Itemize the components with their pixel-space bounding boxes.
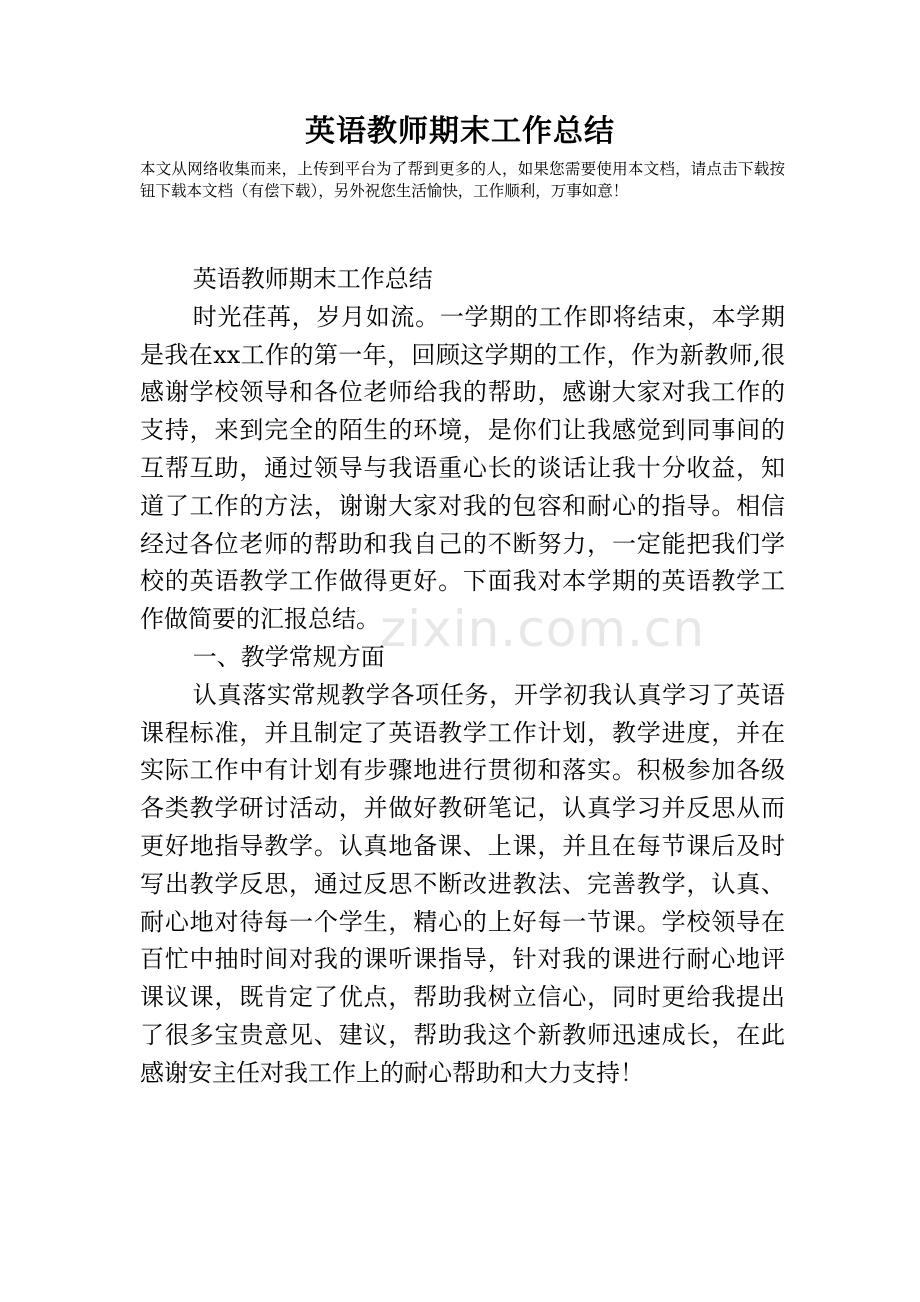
site-watermark: zixin.com.cn — [380, 600, 706, 658]
download-notice: 本文从网络收集而来，上传到平台为了帮到更多的人，如果您需要使用本文档，请点击下载按钮下载本文档（有偿下载），另外祝您生活愉快，工作顺利，万事如意！ — [140, 160, 785, 200]
body-paragraph-teaching-routine: 认真落实常规教学各项任务，开学初我认真学习了英语课程标准，并且制定了英语教学工作计划，教学进度，并在实际工作中有计划有步骤地进行贯彻和落实。积极参加各级各类教学研讨活动，并做好教研笔记，认真学习并反思从而更好地指导教学。认真地备课、上课，并且在每节课后及时写出教学反思，通过反思不断改进教法、完善教学，认真、耐心地对待每一个学生，精心的上好每一节课。学校领导在百忙中抽时间对我的课听课指导，针对我的课进行耐心地评课议课，既肯定了优点，帮助我树立信心，同时更给我提出了很多宝贵意见、建议，帮助我这个新教师迅速成长，在此感谢安主任对我工作上的耐心帮助和大力支持！ — [140, 680, 785, 1087]
document-title: 英语教师期末工作总结 — [305, 114, 615, 149]
section-heading-teaching-routine: 一、教学常规方面 — [192, 642, 385, 671]
body-paragraph-intro: 时光荏苒，岁月如流。一学期的工作即将结束，本学期是我在xx工作的第一年，回顾这学期的工作，作为新教师,很感谢学校领导和各位老师给我的帮助，感谢大家对我工作的支持，来到完全的陌生的环境，是你们让我感觉到同事间的互帮互助，通过领导与我语重心长的谈话让我十分收益，知道了工作的方法，谢谢大家对我的包容和耐心的指导。相信经过各位老师的帮助和我自己的不断努力，一定能把我们学校的英语教学工作做得更好。下面我对本学期的英语教学工作做简要的汇报总结。 — [140, 302, 785, 634]
document-body — [140, 261, 785, 1093]
body-heading: 英语教师期末工作总结 — [192, 265, 433, 293]
